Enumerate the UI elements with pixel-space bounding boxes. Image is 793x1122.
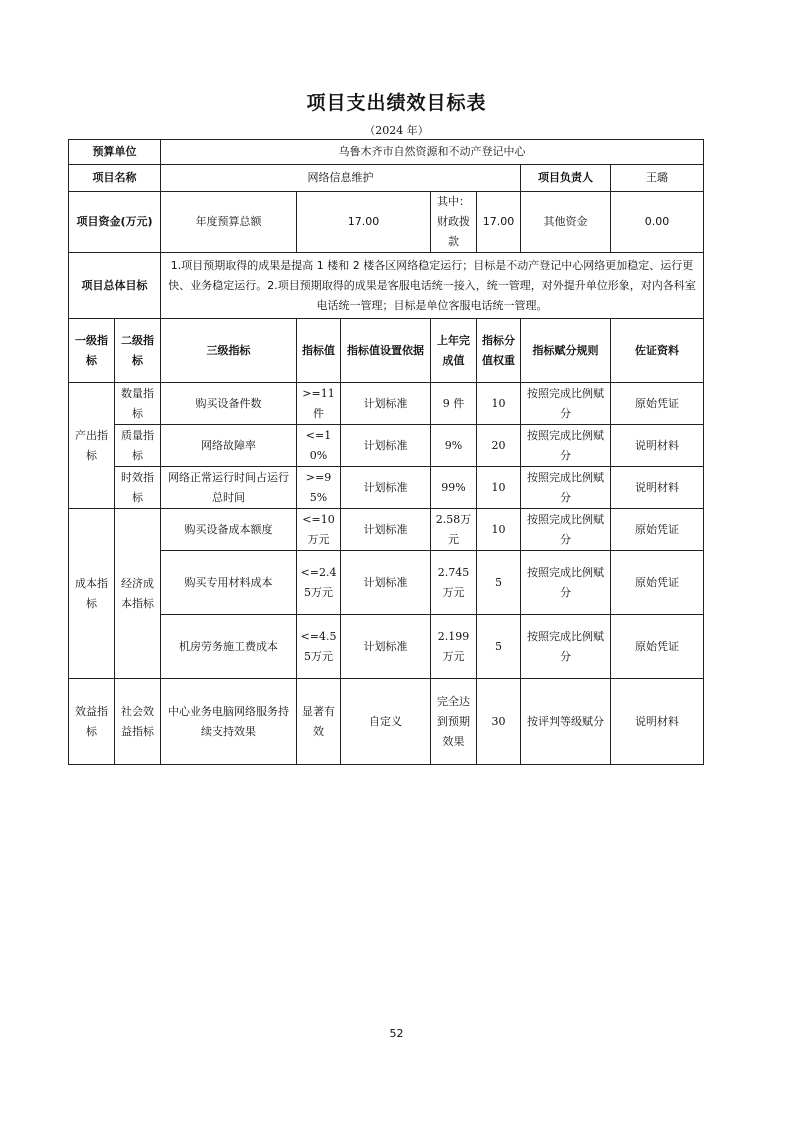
manager-label: 项目负责人 bbox=[521, 165, 611, 192]
table-row bbox=[69, 425, 704, 467]
rule-cell: 按照完成比例赋分 bbox=[521, 467, 611, 509]
last-cell: 9% bbox=[431, 425, 477, 467]
weight-cell: 10 bbox=[477, 383, 521, 425]
value-cell: 显著有效 bbox=[297, 679, 341, 765]
goal-text: 1.项目预期取得的成果是提高 1 楼和 2 楼各区网络稳定运行；目标是不动产登记中心网络更加稳定、运行更快、业务稳定运行。2.项目预期取得的成果是客服电话统一接入，统一管理，对外提升单位形象，对内各科室电话统一管理；目标是单位客服电话统一管理。 bbox=[161, 253, 704, 319]
rule-cell: 按照完成比例赋分 bbox=[521, 615, 611, 679]
weight-cell: 20 bbox=[477, 425, 521, 467]
level3-cell: 购买设备成本额度 bbox=[161, 509, 297, 551]
rule-cell: 按评判等级赋分 bbox=[521, 679, 611, 765]
weight-cell: 10 bbox=[477, 509, 521, 551]
header-row bbox=[69, 319, 704, 383]
table-row bbox=[69, 383, 704, 425]
page-title: 项目支出绩效目标表 bbox=[306, 92, 487, 114]
rule-cell: 按照完成比例赋分 bbox=[521, 383, 611, 425]
basis-cell: 计划标准 bbox=[341, 383, 431, 425]
unit-value: 乌鲁木齐市自然资源和不动产登记中心 bbox=[161, 140, 704, 165]
basis-cell: 计划标准 bbox=[341, 551, 431, 615]
fiscal-label: 其中：财政拨款 bbox=[431, 192, 477, 253]
value-cell: <=10% bbox=[297, 425, 341, 467]
project-row bbox=[69, 165, 704, 192]
table-row bbox=[69, 551, 704, 615]
level3-cell: 机房劳务施工费成本 bbox=[161, 615, 297, 679]
benefit-group-cell: 效益指标 bbox=[69, 679, 115, 765]
last-cell: 2.199万元 bbox=[431, 615, 477, 679]
rule-cell: 按照完成比例赋分 bbox=[521, 509, 611, 551]
header-cell: 二级指标 bbox=[115, 319, 161, 383]
rule-cell: 按照完成比例赋分 bbox=[521, 551, 611, 615]
performance-table bbox=[68, 139, 704, 765]
evidence-cell: 原始凭证 bbox=[611, 383, 704, 425]
other-label: 其他资金 bbox=[521, 192, 611, 253]
project-label: 项目名称 bbox=[69, 165, 161, 192]
evidence-cell: 原始凭证 bbox=[611, 551, 704, 615]
value-cell: <=10万元 bbox=[297, 509, 341, 551]
value-cell: <=2.45万元 bbox=[297, 551, 341, 615]
cost-group-cell: 成本指标 bbox=[69, 509, 115, 679]
level3-cell: 购买专用材料成本 bbox=[161, 551, 297, 615]
level2-cell: 时效指标 bbox=[115, 467, 161, 509]
manager-value: 王璐 bbox=[611, 165, 704, 192]
unit-label: 预算单位 bbox=[69, 140, 161, 165]
cost-sub-cell: 经济成本指标 bbox=[115, 509, 161, 679]
basis-cell: 计划标准 bbox=[341, 509, 431, 551]
rule-cell: 按照完成比例赋分 bbox=[521, 425, 611, 467]
header-cell: 佐证资料 bbox=[611, 319, 704, 383]
table-row bbox=[69, 615, 704, 679]
weight-cell: 10 bbox=[477, 467, 521, 509]
project-value: 网络信息维护 bbox=[161, 165, 521, 192]
last-cell: 完全达到预期效果 bbox=[431, 679, 477, 765]
annual-label: 年度预算总额 bbox=[161, 192, 297, 253]
fiscal-value: 17.00 bbox=[477, 192, 521, 253]
evidence-cell: 说明材料 bbox=[611, 467, 704, 509]
evidence-cell: 原始凭证 bbox=[611, 615, 704, 679]
header-cell: 指标赋分规则 bbox=[521, 319, 611, 383]
evidence-cell: 原始凭证 bbox=[611, 509, 704, 551]
table-row bbox=[69, 679, 704, 765]
last-cell: 99% bbox=[431, 467, 477, 509]
last-cell: 2.745万元 bbox=[431, 551, 477, 615]
level2-cell: 质量指标 bbox=[115, 425, 161, 467]
page-number: 52 bbox=[389, 1027, 404, 1040]
weight-cell: 5 bbox=[477, 615, 521, 679]
other-value: 0.00 bbox=[611, 192, 704, 253]
weight-cell: 30 bbox=[477, 679, 521, 765]
last-cell: 9 件 bbox=[431, 383, 477, 425]
table-row bbox=[69, 509, 704, 551]
header-cell: 三级指标 bbox=[161, 319, 297, 383]
goal-label: 项目总体目标 bbox=[69, 253, 161, 319]
unit-row bbox=[69, 140, 704, 165]
value-cell: >=95% bbox=[297, 467, 341, 509]
year-label: （2024 年） bbox=[364, 124, 429, 137]
table-row bbox=[69, 467, 704, 509]
last-cell: 2.58万元 bbox=[431, 509, 477, 551]
value-cell: <=4.55万元 bbox=[297, 615, 341, 679]
level3-cell: 中心业务电脑网络服务持续支持效果 bbox=[161, 679, 297, 765]
annual-value: 17.00 bbox=[297, 192, 431, 253]
level2-cell: 数量指标 bbox=[115, 383, 161, 425]
value-cell: >=11件 bbox=[297, 383, 341, 425]
header-cell: 指标分值权重 bbox=[477, 319, 521, 383]
basis-cell: 计划标准 bbox=[341, 615, 431, 679]
basis-cell: 计划标准 bbox=[341, 425, 431, 467]
header-cell: 指标值 bbox=[297, 319, 341, 383]
funds-row bbox=[69, 192, 704, 253]
level3-cell: 购买设备件数 bbox=[161, 383, 297, 425]
goal-row bbox=[69, 253, 704, 319]
benefit-sub-cell: 社会效益指标 bbox=[115, 679, 161, 765]
evidence-cell: 说明材料 bbox=[611, 425, 704, 467]
weight-cell: 5 bbox=[477, 551, 521, 615]
level3-cell: 网络故障率 bbox=[161, 425, 297, 467]
header-cell: 上年完成值 bbox=[431, 319, 477, 383]
header-cell: 一级指标 bbox=[69, 319, 115, 383]
funds-label: 项目资金(万元) bbox=[69, 192, 161, 253]
output-group-cell: 产出指标 bbox=[69, 383, 115, 509]
evidence-cell: 说明材料 bbox=[611, 679, 704, 765]
level3-cell: 网络正常运行时间占运行总时间 bbox=[161, 467, 297, 509]
basis-cell: 自定义 bbox=[341, 679, 431, 765]
basis-cell: 计划标准 bbox=[341, 467, 431, 509]
header-cell: 指标值设置依据 bbox=[341, 319, 431, 383]
